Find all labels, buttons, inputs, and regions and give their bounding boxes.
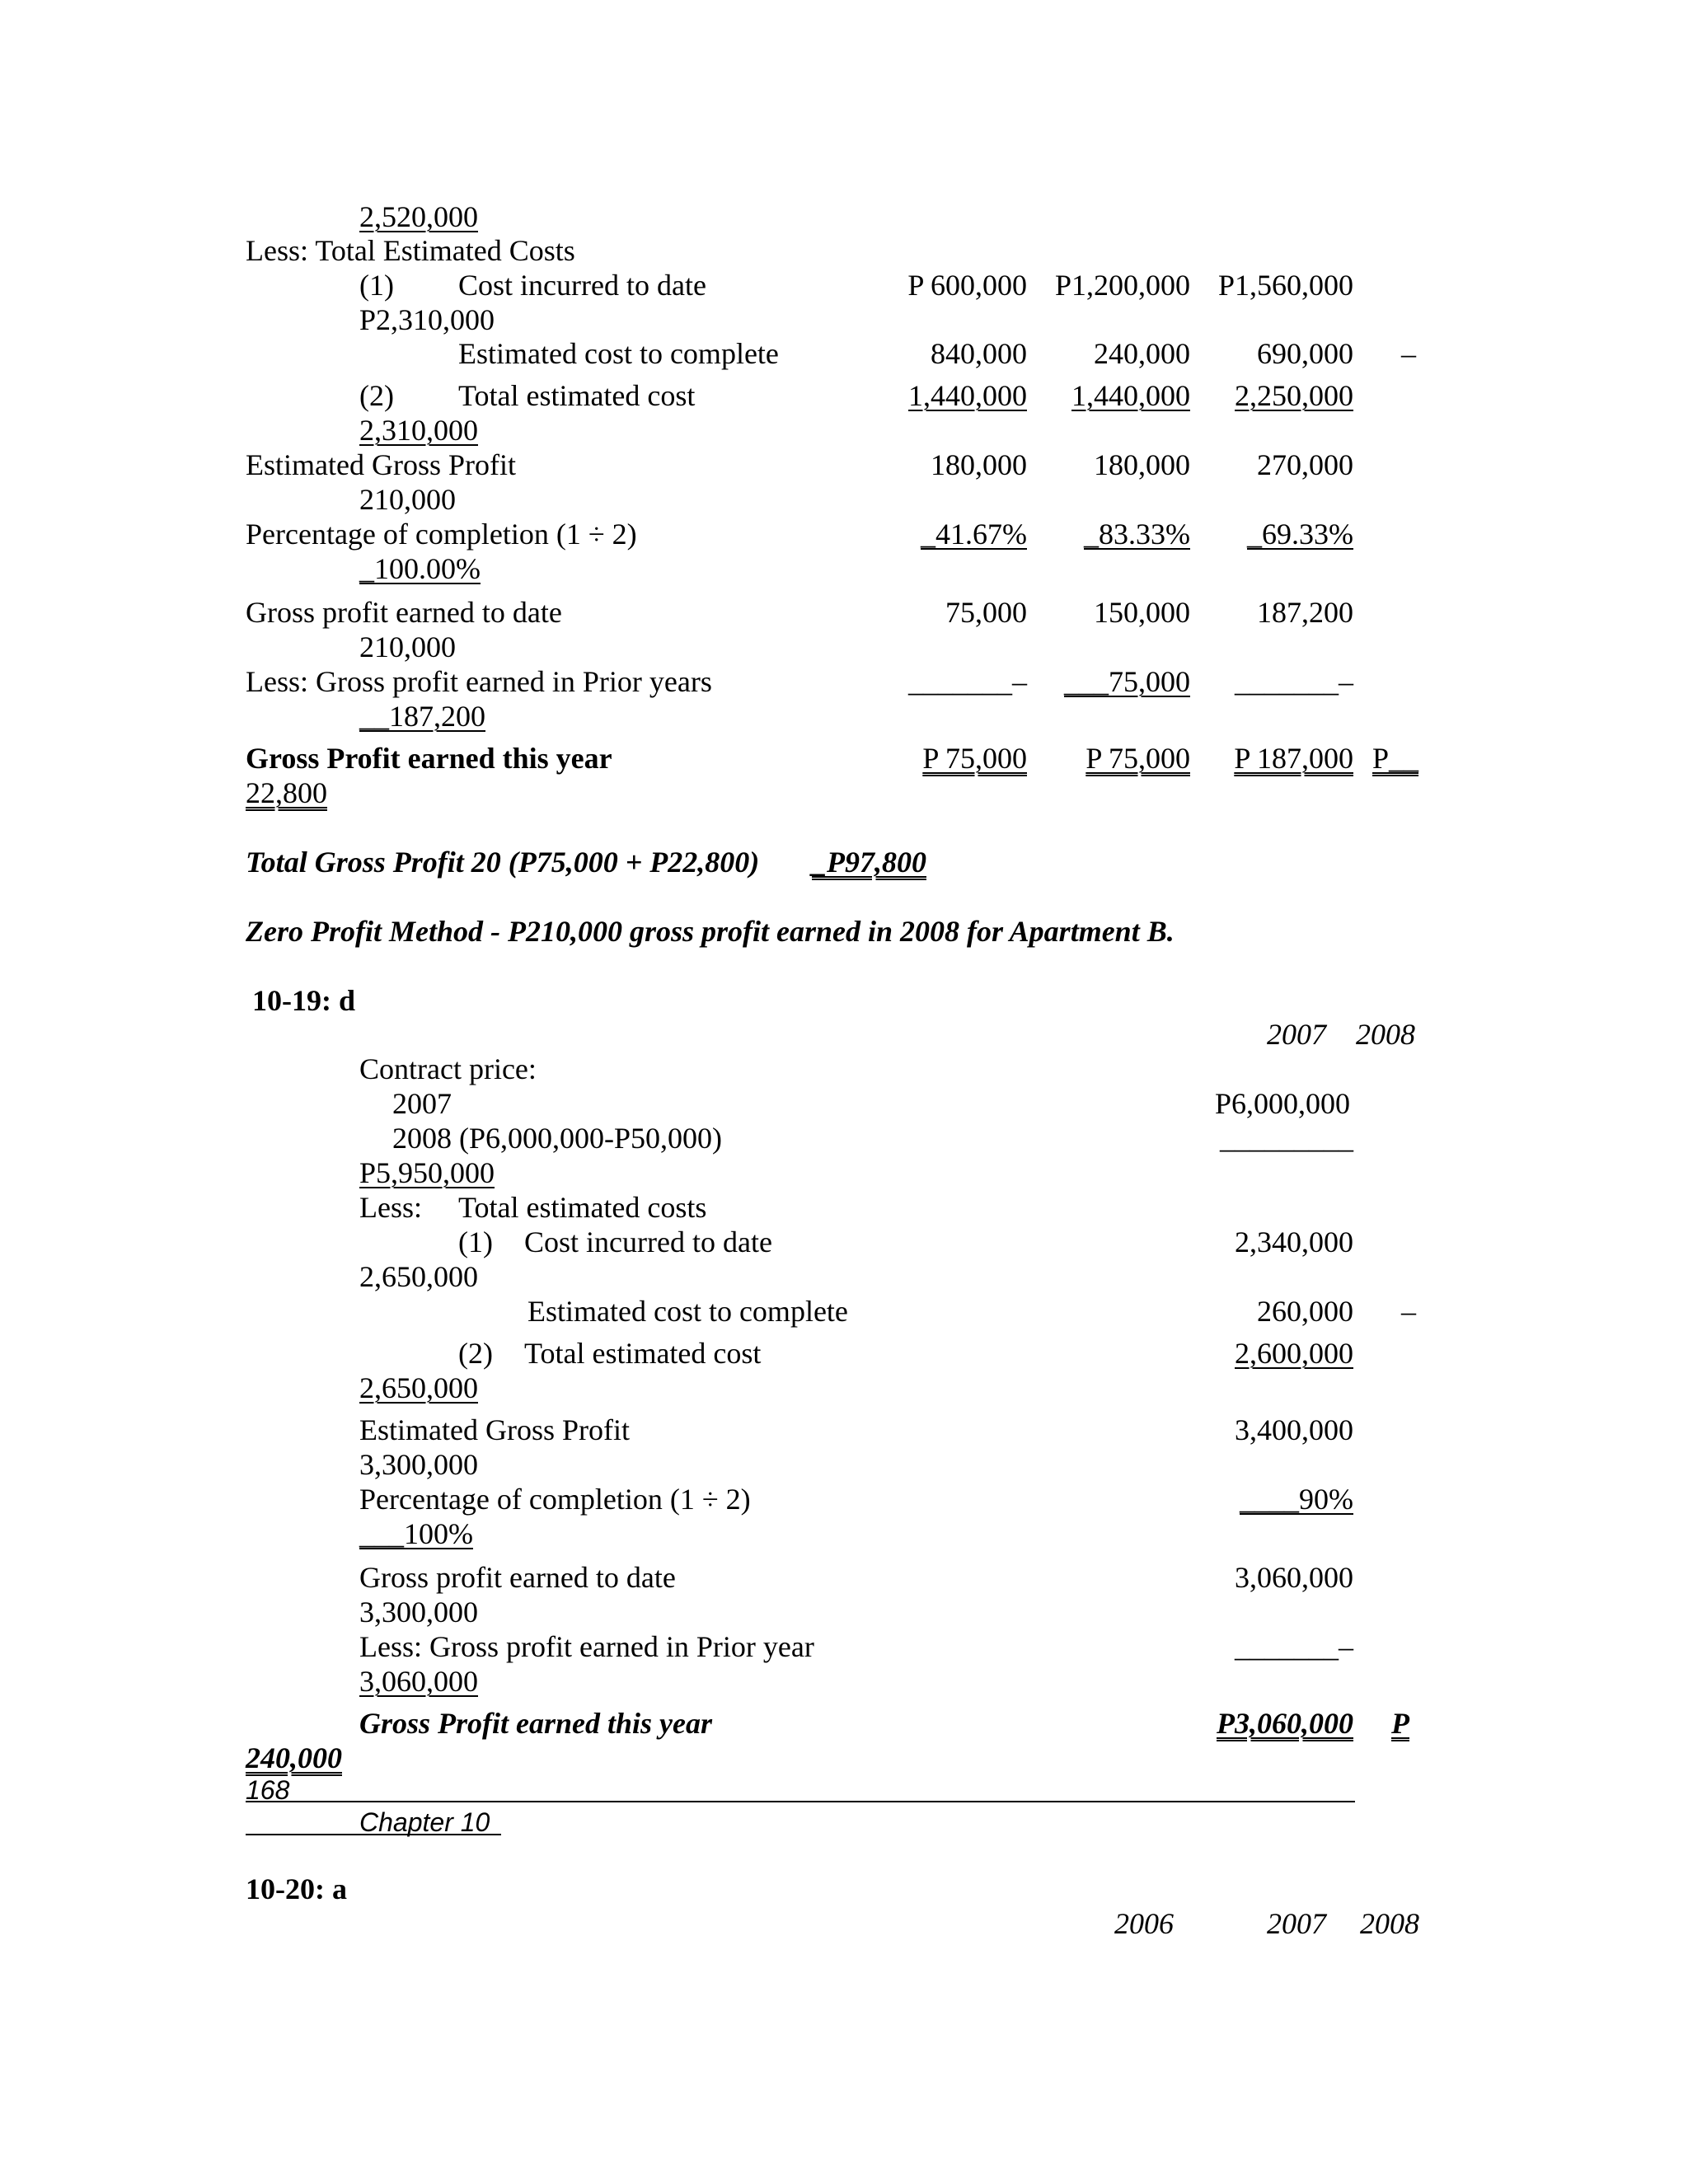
row8-col1: P 75,000: [922, 742, 1027, 775]
total-gross-profit-value: _P97,800: [812, 846, 926, 879]
row5-col1: _41.67%: [921, 518, 1027, 551]
contract-2008-blank: _________: [1220, 1122, 1353, 1155]
s2-row4-text: Estimated Gross Profit: [359, 1413, 630, 1446]
s2-row2-v2: –: [1401, 1295, 1416, 1328]
row6-text: Gross profit earned to date: [246, 596, 562, 629]
row1-col4: P2,310,000: [359, 303, 495, 336]
row6-col4: 210,000: [359, 630, 456, 663]
s2-row7-v1: _______–: [1235, 1630, 1353, 1663]
row4-text: Estimated Gross Profit: [246, 448, 516, 481]
s3-year-2006: 2006: [1114, 1907, 1174, 1940]
row2-col3: 690,000: [1257, 337, 1353, 370]
chapter-underline: [246, 1834, 501, 1835]
column-year-2007: 2007: [1267, 1018, 1326, 1051]
row2-col1: 840,000: [931, 337, 1027, 370]
problem-heading-10-19: 10-19: d: [252, 984, 355, 1017]
s2-row7-text: Less: Gross profit earned in Prior year: [359, 1630, 814, 1663]
s2-row8-text: Gross Profit earned this year: [359, 1707, 713, 1740]
zero-profit-note: Zero Profit Method - P210,000 gross profit earned in 2008 for Apartment B.: [246, 915, 1175, 948]
column-year-2008: 2008: [1356, 1018, 1415, 1051]
row5-col3: _69.33%: [1247, 518, 1353, 551]
s2-row3-v1: 2,600,000: [1235, 1337, 1353, 1370]
page-number: 168: [246, 1775, 290, 1805]
row8-col2: P 75,000: [1085, 742, 1190, 775]
row8-col3: P 187,000: [1234, 742, 1353, 775]
row1-col1: P 600,000: [907, 269, 1027, 302]
s3-year-2007: 2007: [1267, 1907, 1326, 1940]
row5-col4: _100.00%: [359, 552, 481, 585]
contract-price-label: Contract price:: [359, 1052, 537, 1085]
row4-col3: 270,000: [1257, 448, 1353, 481]
s2-row1-v1: 2,340,000: [1235, 1226, 1353, 1258]
s2-row3-v2: 2,650,000: [359, 1371, 478, 1404]
s2-row3-label: (2): [458, 1337, 493, 1370]
s2-row2-text: Estimated cost to complete: [528, 1295, 848, 1328]
s2-row1-v2: 2,650,000: [359, 1260, 478, 1293]
row1-col3: P1,560,000: [1217, 269, 1353, 302]
less-label: Less:: [359, 1191, 422, 1224]
row7-col2: ___75,000: [1064, 665, 1190, 698]
row8-text: Gross Profit earned this year: [246, 742, 612, 775]
row3-col3: 2,250,000: [1235, 379, 1353, 412]
chapter-label: Chapter 10: [359, 1807, 490, 1837]
row4-col1: 180,000: [931, 448, 1027, 481]
row5-col2: _83.33%: [1084, 518, 1190, 551]
less-total-estimated-costs: Less: Total Estimated Costs: [246, 234, 575, 267]
s2-row6-text: Gross profit earned to date: [359, 1561, 676, 1594]
row2-col2: 240,000: [1094, 337, 1190, 370]
row4-col4: 210,000: [359, 483, 456, 516]
row6-col2: 150,000: [1094, 596, 1190, 629]
row5-text: Percentage of completion (1 ÷ 2): [246, 518, 637, 551]
row3-col2: 1,440,000: [1071, 379, 1190, 412]
less-total-estimated-costs-2: Total estimated costs: [458, 1191, 707, 1224]
row2-col4: –: [1401, 337, 1416, 370]
row3-col4: 2,310,000: [359, 414, 478, 447]
row6-col1: 75,000: [945, 596, 1027, 629]
top-value: 2,520,000: [359, 200, 478, 233]
contract-2007-value: P6,000,000: [1214, 1087, 1350, 1120]
contract-2007-label: 2007: [392, 1087, 452, 1120]
s2-row1-text: Cost incurred to date: [524, 1226, 772, 1258]
row2-text: Estimated cost to complete: [458, 337, 779, 370]
s2-row5-text: Percentage of completion (1 ÷ 2): [359, 1483, 751, 1516]
row8-col4: 22,800: [246, 776, 327, 809]
s2-row5-v1: ____90%: [1240, 1483, 1353, 1516]
s2-row6-v2: 3,300,000: [359, 1596, 478, 1629]
row7-col1: _______–: [908, 665, 1027, 698]
total-gross-profit-label: Total Gross Profit 20 (P75,000 + P22,800): [246, 846, 760, 879]
s2-row2-v1: 260,000: [1257, 1295, 1353, 1328]
row4-col2: 180,000: [1094, 448, 1190, 481]
s2-row3-text: Total estimated cost: [524, 1337, 762, 1370]
row1-col2: P1,200,000: [1054, 269, 1190, 302]
row3-label: (2): [359, 379, 394, 412]
s2-row8-v2: 240,000: [246, 1741, 342, 1774]
s2-row7-v2: 3,060,000: [359, 1665, 478, 1698]
s2-row1-label: (1): [458, 1226, 493, 1258]
row8-col4-prefix: P__: [1372, 742, 1419, 775]
row7-col4: __187,200: [359, 700, 485, 733]
s2-row8-v1: P3,060,000: [1217, 1707, 1353, 1740]
row7-col3: _______–: [1235, 665, 1353, 698]
contract-2008-value: P5,950,000: [359, 1156, 495, 1189]
contract-2008-label: 2008 (P6,000,000-P50,000): [392, 1122, 723, 1155]
s2-row4-v2: 3,300,000: [359, 1448, 478, 1481]
row1-text: Cost incurred to date: [458, 269, 706, 302]
s3-year-2008: 2008: [1360, 1907, 1419, 1940]
s2-row4-v1: 3,400,000: [1235, 1413, 1353, 1446]
problem-heading-10-20: 10-20: a: [246, 1872, 347, 1905]
s2-row6-v1: 3,060,000: [1235, 1561, 1353, 1594]
row3-text: Total estimated cost: [458, 379, 696, 412]
row6-col3: 187,200: [1257, 596, 1353, 629]
footer-rule: [246, 1801, 1355, 1802]
row7-text: Less: Gross profit earned in Prior years: [246, 665, 712, 698]
s2-row8-v2-prefix: P: [1391, 1707, 1409, 1740]
row1-label: (1): [359, 269, 394, 302]
row3-col1: 1,440,000: [908, 379, 1027, 412]
s2-row5-v2: ___100%: [359, 1517, 473, 1550]
